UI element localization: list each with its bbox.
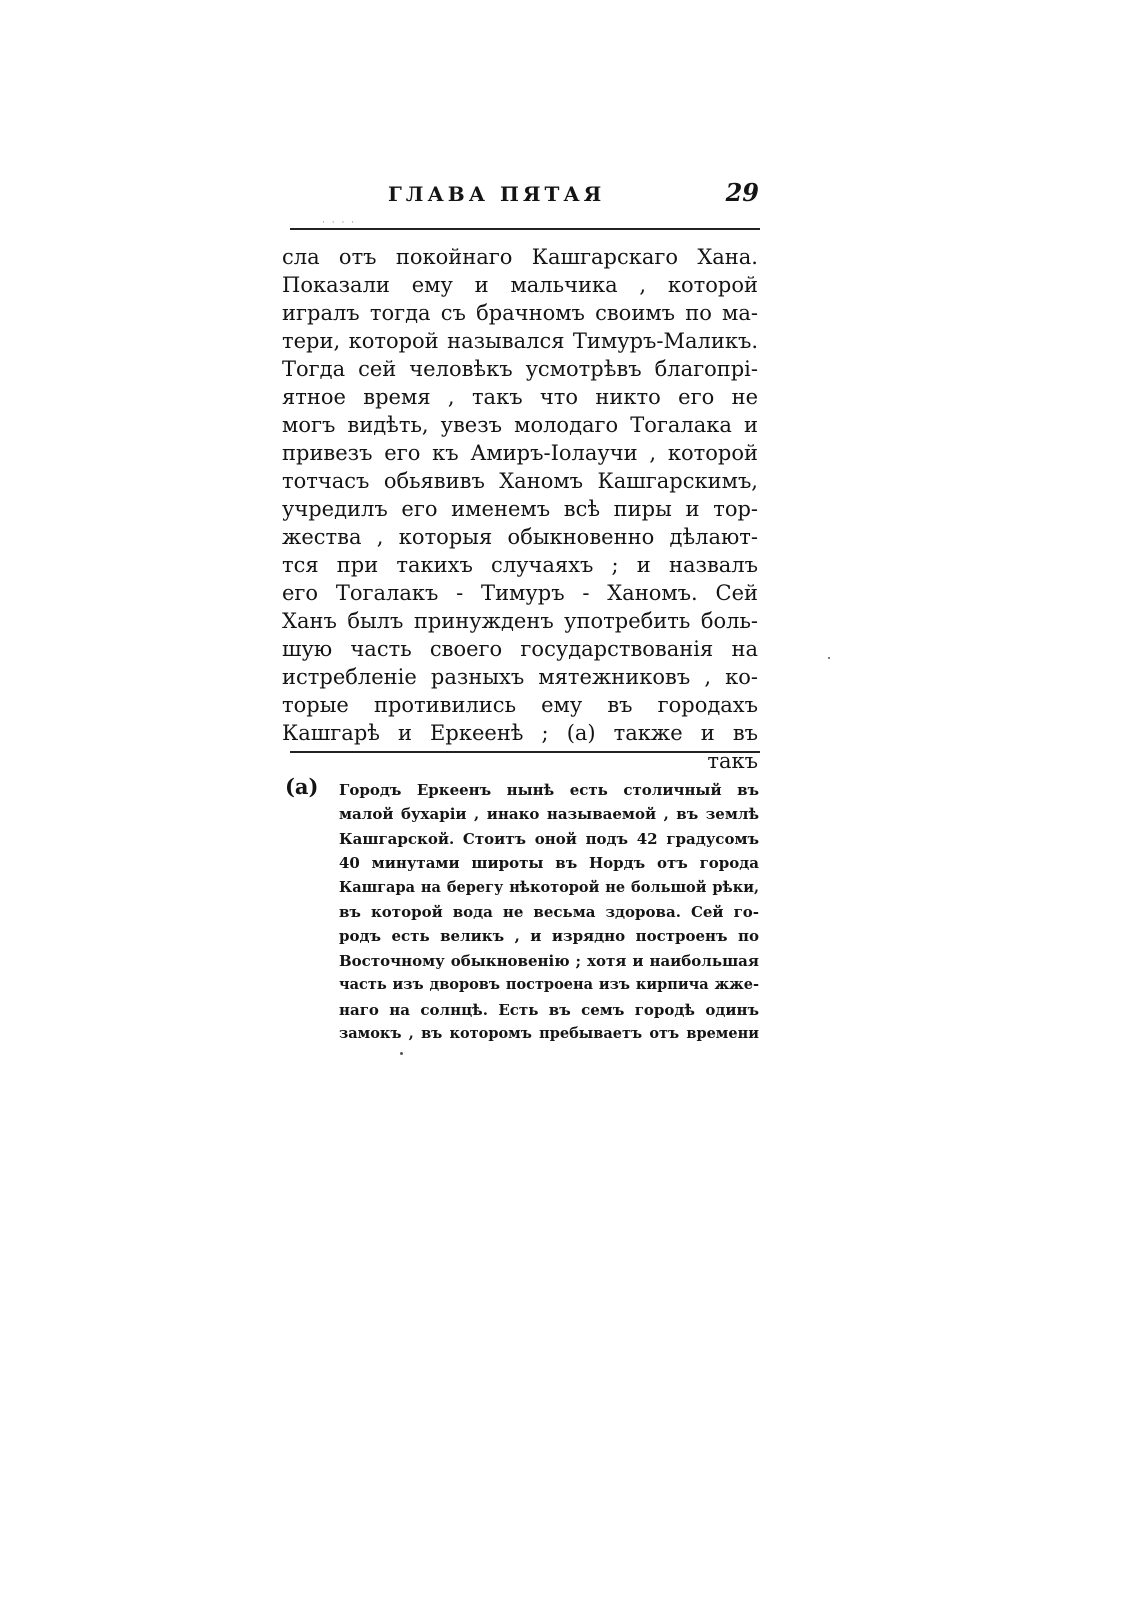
footnote-marker: (а) (285, 774, 319, 799)
text-line: тотчасъ обьявивъ Ханомъ Кашгарскимъ, (282, 469, 758, 493)
text-line: истребленіе разныхъ мятежниковъ , ко- (282, 665, 758, 689)
text-line: Тогда сей человѣкъ усмотрѣвъ благопрі- (282, 357, 758, 381)
footnote-line: Восточному обыкновенію ; хотя и наибольшая (339, 951, 759, 970)
footnote-line: 40 минутами широты въ Нордъ отъ города (339, 854, 759, 873)
footnote-line: часть изъ дворовъ построена изъ кирпича жже- (339, 976, 759, 994)
text-line: могъ видѣть, увезъ молодаго Тогалака и (282, 413, 758, 437)
scan-speck (828, 657, 830, 659)
text-line: тся при такихъ случаяхъ ; и назвалъ (282, 553, 758, 577)
main-text (282, 243, 758, 775)
footnote-line: Кашгара на берегу нѣкоторой не большой рѣки, (339, 878, 759, 896)
text-line: привезъ его къ Амиръ-Іолаучи , которой (282, 441, 758, 465)
text-line: Ханъ былъ принужденъ употребить боль- (282, 609, 758, 633)
text-line: Показали ему и мальчика , которой (282, 273, 758, 297)
chapter-title: ГЛАВА ПЯТАЯ (388, 182, 606, 206)
header-rule (290, 228, 760, 230)
text-line: сла отъ покойнаго Кашгарскаго Хана. (282, 245, 758, 269)
footnote-text (339, 778, 759, 1046)
footnote-line: Кашгарской. Стоитъ оной подъ 42 градусомъ (339, 829, 759, 848)
text-line: игралъ тогда съ брачномъ своимъ по ма- (282, 301, 758, 325)
catchword: такъ (707, 749, 758, 773)
text-line: торые противились ему въ городахъ (282, 693, 758, 717)
page-number: 29 (725, 178, 759, 207)
text-line: учредилъ его именемъ всѣ пиры и тор- (282, 497, 758, 521)
scan-speck (400, 1052, 403, 1055)
text-line: шую часть своего государствованія на (282, 637, 758, 661)
text-line: ятное время , такъ что никто его не (282, 385, 758, 409)
footnote-line: малой бухаріи , инако называемой , въ землѣ (339, 805, 759, 824)
running-head (290, 178, 765, 228)
footnote-line: въ которой вода не весьма здорова. Сей го- (339, 902, 759, 921)
text-line: тери, которой назывался Тимуръ-Маликъ. (282, 329, 758, 353)
text-line: Кашгарѣ и Еркеенѣ ; (а) также и въ (282, 721, 758, 745)
printer-mark: · · · · (322, 218, 357, 228)
text-line: жества , которыя обыкновенно дѣлают- (282, 525, 758, 549)
footnote-line: наго на солнцѣ. Есть въ семъ городѣ одинъ (339, 1000, 759, 1019)
footnote-rule (290, 751, 760, 753)
footnote-line: родъ есть великъ , и изрядно построенъ по (339, 927, 759, 946)
text-line: его Тогалакъ - Тимуръ - Ханомъ. Сей (282, 581, 758, 605)
footnote-line: Городъ Еркеенъ нынѣ есть столичный въ (339, 781, 759, 799)
footnote-line: замокъ , въ которомъ пребываетъ отъ времени (339, 1024, 759, 1042)
